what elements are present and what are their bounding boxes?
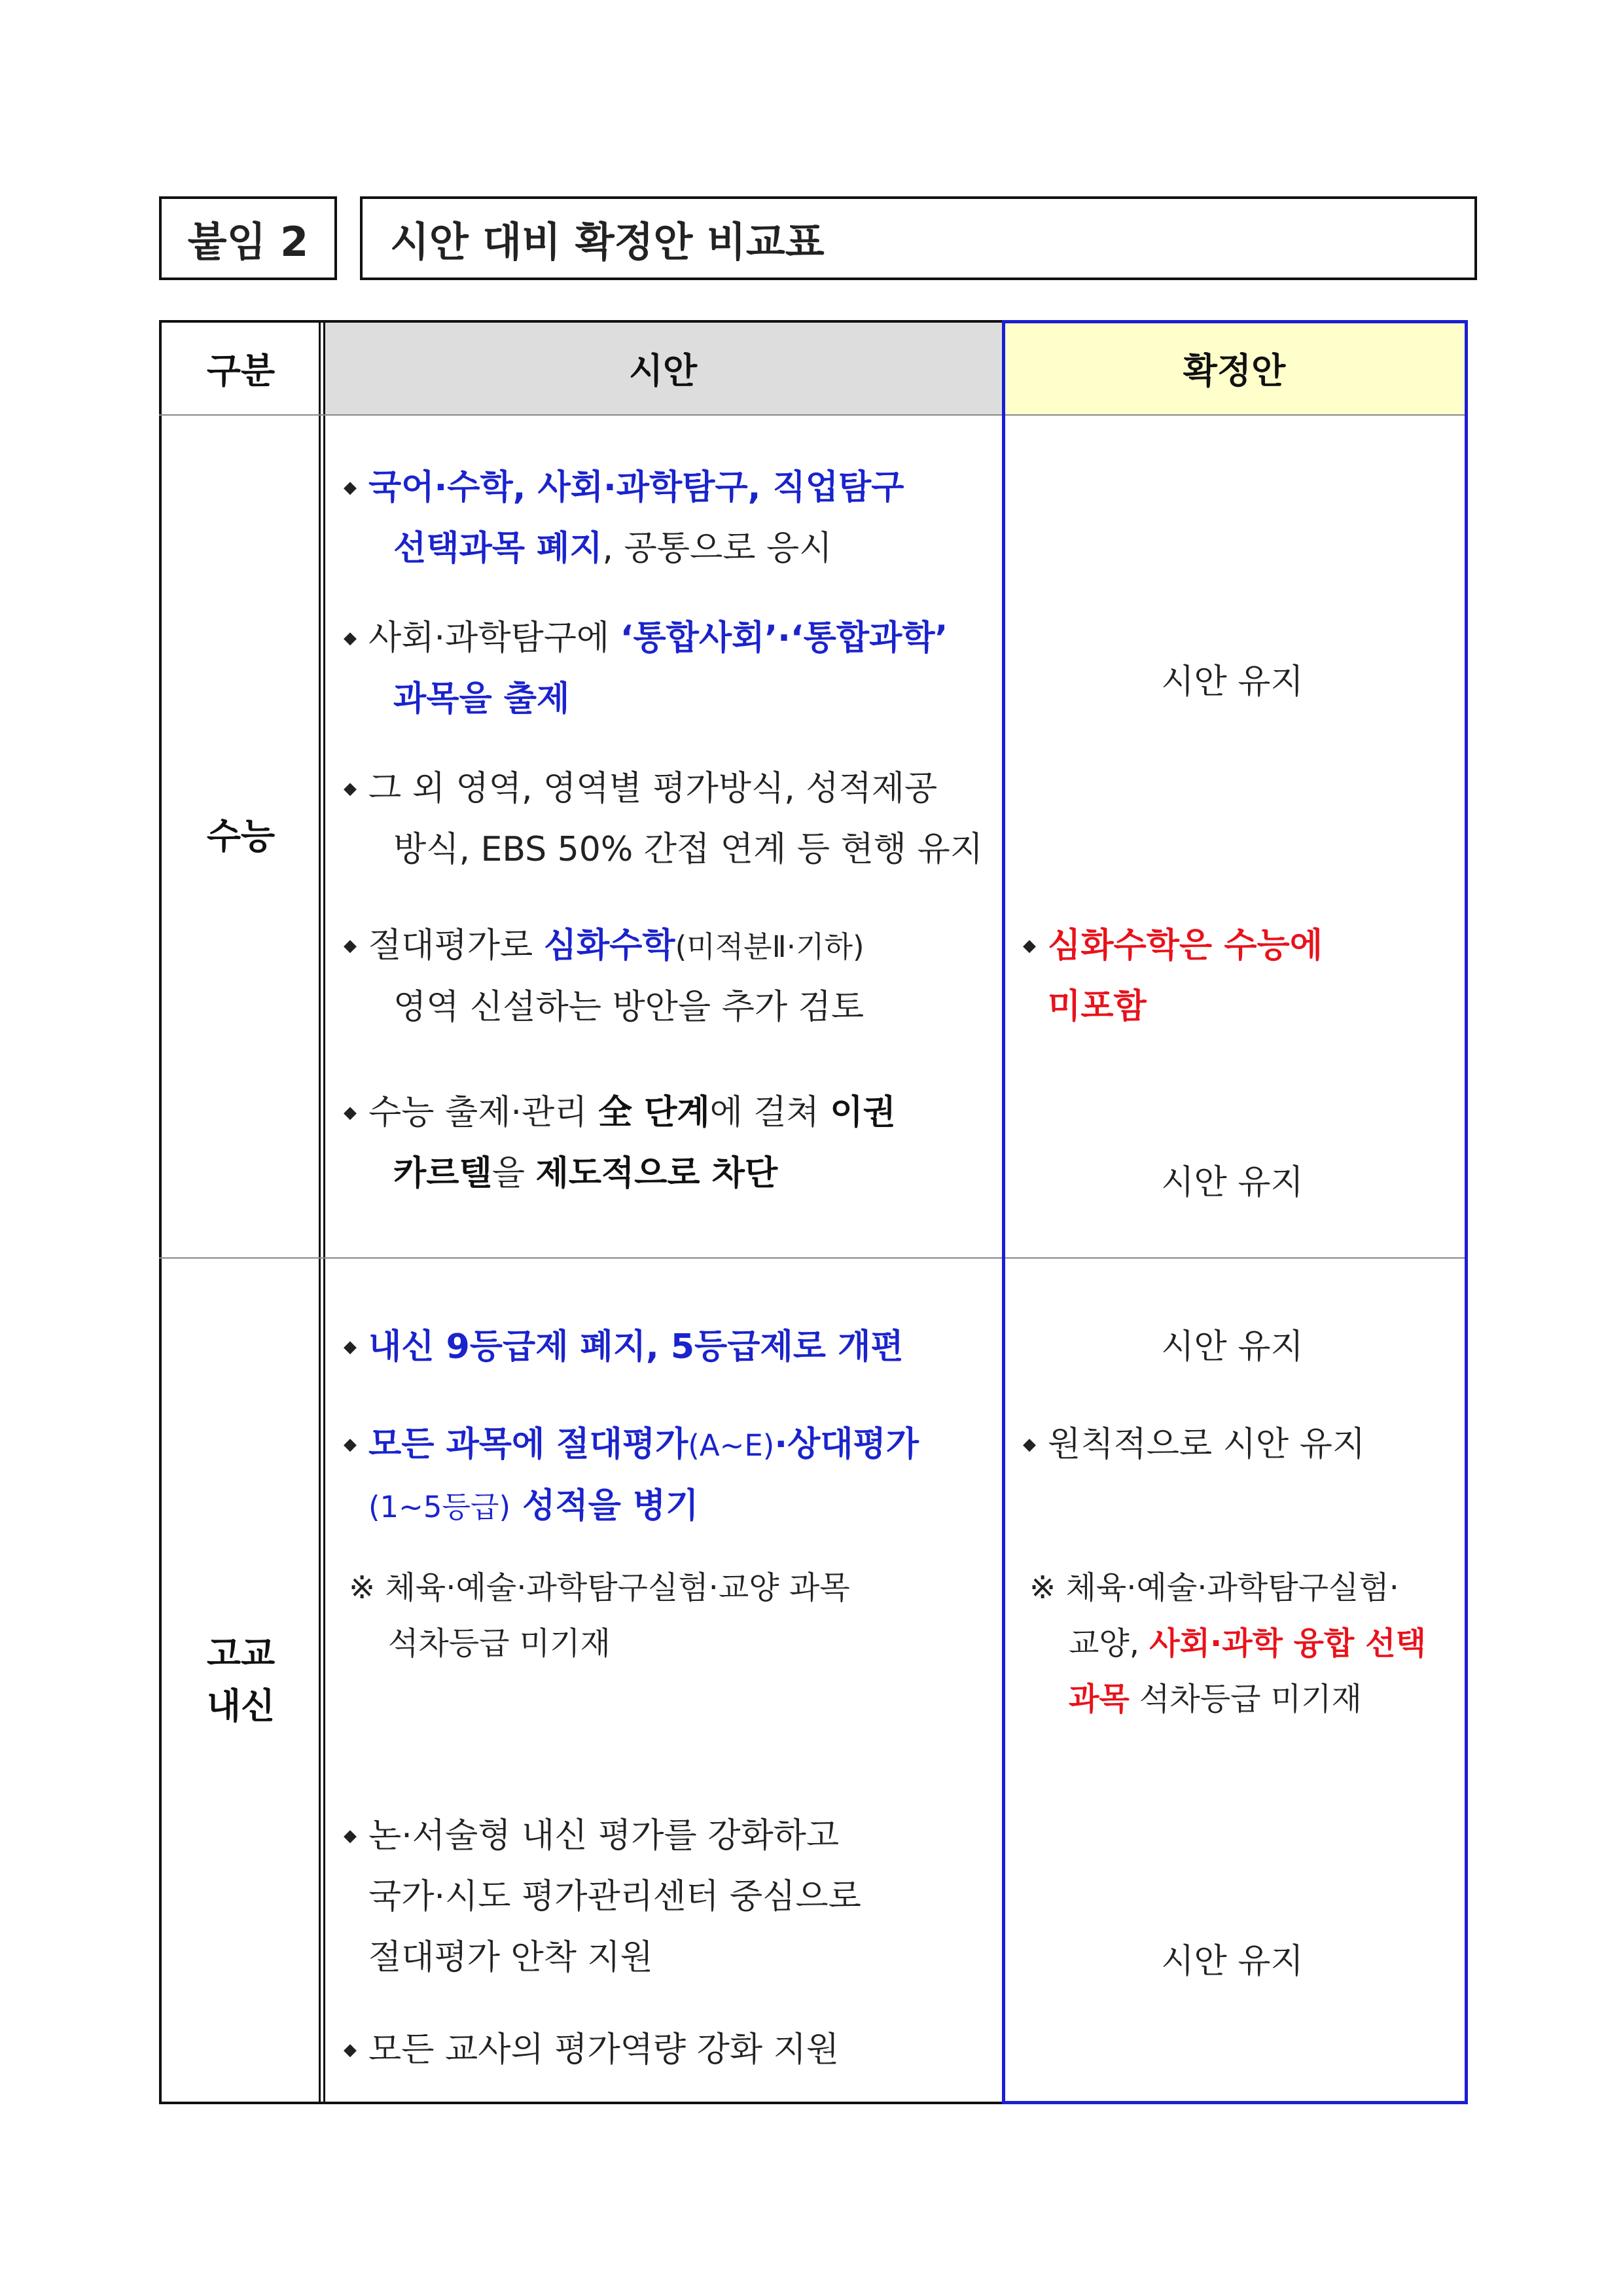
csat-final-keep-2: 시안 유지 (1161, 1163, 1304, 1202)
grading-final-item-principle: ◆ 원칙적으로 시안 유지 (1048, 1414, 1365, 1475)
header-draft: 시안 (628, 350, 698, 391)
category-school-grading: 고교 내신 (206, 1633, 276, 1727)
grading-final-keep-1: 시안 유지 (1161, 1327, 1304, 1367)
diamond-bullet-icon: ◆ (344, 478, 357, 497)
csat-final-keep-1: 시안 유지 (1161, 662, 1304, 702)
grading-final-note: ※ 체육·예술·과학탐구실험· 교양, 사회·과학 융합 선택 과목 석차등급 미기재 (1029, 1570, 1426, 1717)
header-category: 구분 (206, 350, 276, 391)
final-column-highlight-frame (1002, 320, 1468, 2104)
category-csat: 수능 (206, 816, 276, 857)
diamond-bullet-icon: ◆ (344, 1103, 357, 1122)
grading-draft-item-1: ◆ 내신 9등급제 폐지, 5등급제로 개편 (368, 1317, 904, 1378)
grading-final-keep-2: 시안 유지 (1161, 1942, 1304, 1981)
comparison-table (159, 320, 1468, 2104)
diamond-bullet-icon: ◆ (1023, 1435, 1036, 1454)
diamond-bullet-icon: ◆ (344, 1826, 357, 1846)
diamond-bullet-icon: ◆ (344, 2040, 357, 2060)
double-divider-right (323, 320, 325, 2104)
csat-draft-item-3: ◆ 그 외 영역, 영역별 평가방식, 성적제공 방식, EBS 50% 간접 연계 등 현행 유지 (368, 759, 983, 880)
document-title: 시안 대비 확정안 비교표 (360, 196, 1477, 280)
csat-final-advanced-math: ◆ 심화수학은 수능에 미포함 (1048, 916, 1323, 1037)
diamond-bullet-icon: ◆ (1023, 936, 1036, 956)
grading-draft-note: ※ 체육·예술·과학탐구실험·교양 과목 석차등급 미기재 (349, 1570, 850, 1662)
diamond-bullet-icon: ◆ (344, 628, 357, 648)
csat-draft-item-5: ◆ 수능 출제·관리 全 단계에 걸쳐 이권 카르텔을 제도적으로 차단 (368, 1083, 896, 1204)
header-final: 확정안 (1183, 350, 1286, 391)
csat-draft-item-2: ◆ 사회·과학탐구에 ‘통합사회’·‘통합과학’ 과목을 출제 (368, 608, 948, 730)
csat-draft-item-4: ◆ 절대평가로 심화수학(미적분Ⅱ·기하) 영역 신설하는 방안을 추가 검토 (368, 916, 865, 1038)
grading-draft-item-3: ◆ 논·서술형 내신 평가를 강화하고 국가·시도 평가관리센터 중심으로 절대평가 안착 지원 (368, 1806, 861, 1988)
diamond-bullet-icon: ◆ (344, 1337, 357, 1357)
attachment-label: 붙임 2 (159, 196, 337, 280)
diamond-bullet-icon: ◆ (344, 779, 357, 798)
csat-draft-item-1: ◆ 국어·수학, 사회·과학탐구, 직업탐구 선택과목 폐지, 공통으로 응시 (368, 457, 904, 579)
grading-draft-item-4: ◆ 모든 교사의 평가역량 강화 지원 (368, 2020, 839, 2081)
diamond-bullet-icon: ◆ (344, 936, 357, 956)
grading-draft-item-2: ◆ 모든 과목에 절대평가(A~E)·상대평가 (1~5등급) 성적을 병기 (368, 1414, 919, 1537)
diamond-bullet-icon: ◆ (344, 1435, 357, 1454)
